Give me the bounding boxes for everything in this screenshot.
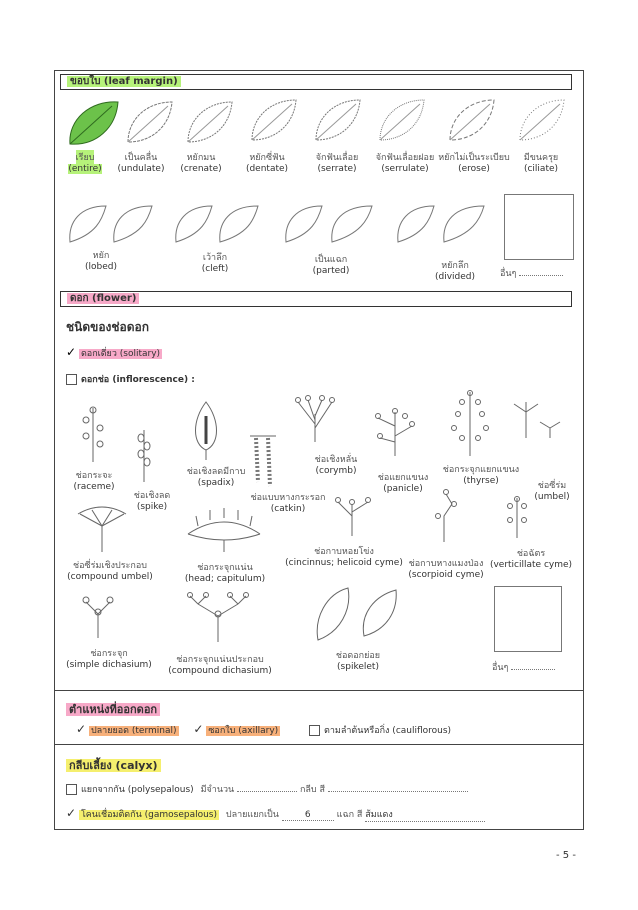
checkmark-icon: ✓ [66, 345, 77, 359]
checkmark-icon: ✓ [66, 806, 77, 820]
calyx-color-field[interactable]: ส้มแดง [365, 807, 485, 822]
compound-dichasium-label: ช่อกระจุกแน่นประกอบ (compound dichasium) [168, 655, 272, 676]
divider-line [54, 744, 584, 745]
dentate-leaf-icon [248, 96, 300, 144]
umbel-drawing [506, 398, 566, 440]
panicle-drawing [372, 406, 418, 458]
flower-other-sketch-box [494, 586, 562, 652]
crenate-label: หยักมน (crenate) [180, 153, 222, 174]
compound-dichasium-drawing [186, 590, 250, 644]
cincinnus-label: ช่อกาบหอยโข่ง (cincinnus; helicoid cyme) [285, 547, 403, 568]
erose-leaf-icon [446, 96, 498, 144]
polysepalous-checkbox[interactable] [66, 784, 77, 795]
cauliflorous-checkbox[interactable] [309, 725, 320, 736]
divider-line [54, 690, 584, 691]
corymb-label: ช่อเชิงหลั่น (corymb) [314, 455, 358, 476]
page-number: - 5 - [556, 850, 576, 861]
inflorescence-option[interactable]: ดอกช่อ (inflorescence) : [66, 372, 195, 386]
catkin-label: ช่อแบบหางกระรอก (catkin) [250, 493, 326, 514]
position-heading: ตำแหน่งที่ออกดอก [66, 700, 160, 718]
entire-label: เรียบ (entire) [60, 150, 110, 174]
checkmark-icon: ✓ [193, 722, 204, 736]
umbel-label: ช่อซี่ร่ม (umbel) [534, 481, 570, 502]
sepal-count-field[interactable] [237, 791, 297, 792]
scorpioid-label: ช่อกาบหางแมงป่อง (scorpioid cyme) [408, 559, 484, 580]
inflorescence-type-title: ชนิดของช่อดอก [66, 320, 150, 334]
ciliate-label: มีขนครุย (ciliate) [523, 153, 559, 174]
polysepalous-row: แยกจากกัน (polysepalous) มีจำนวน กลีบ สี [66, 782, 468, 796]
spikelet-drawing [310, 584, 402, 644]
ciliate-leaf-icon [516, 96, 568, 144]
position-options [76, 722, 451, 737]
cauliflorous-option[interactable]: ตามลำต้นหรือกิ่ง (cauliflorous) [309, 726, 451, 736]
thyrse-drawing [446, 388, 494, 458]
head-capitulum-label: ช่อกระจุกแน่น (head; capitulum) [184, 563, 266, 584]
divided-leaf-icon [394, 200, 490, 246]
scorpioid-cyme-drawing [430, 486, 460, 544]
cleft-leaf-icon [172, 200, 264, 246]
corymb-drawing [292, 394, 338, 444]
leaf-other-label: อื่นๆ [500, 266, 576, 280]
compound-umbel-drawing [74, 504, 130, 554]
spike-drawing [134, 428, 154, 484]
verticillate-label: ช่อฉัตร (verticillate cyme) [489, 549, 573, 570]
serrate-label: จักฟันเลื่อย (serrate) [315, 153, 359, 174]
crenate-leaf-icon [184, 98, 236, 146]
simple-dichasium-drawing [80, 594, 116, 640]
flower-other-label: อื่นๆ [492, 660, 572, 674]
panicle-label: ช่อแยกแขนง (panicle) [377, 473, 429, 494]
divided-label: หยักลึก (divided) [434, 261, 476, 282]
compound-umbel-label: ช่อซี่ร่มเชิงประกอบ (compound umbel) [67, 561, 153, 582]
leaf-margin-heading: ขอบใบ (leaf margin) [60, 74, 572, 90]
undulate-label: เป็นคลื่น (undulate) [117, 153, 165, 174]
inflorescence-checkbox[interactable] [66, 374, 77, 385]
sepal-color-field[interactable] [328, 791, 468, 792]
serrate-leaf-icon [312, 96, 364, 144]
gamosepalous-row: ✓ โคนเชื่อมติดกัน (gamosepalous) ปลายแยกเป็น 6 แฉก สี ส้มแดง [66, 806, 485, 822]
terminal-option[interactable]: ✓ ปลายยอด (terminal) [76, 722, 177, 736]
spadix-label: ช่อเชิงลดมีกาบ (spadix) [186, 467, 246, 488]
simple-dichasium-label: ช่อกระจุก (simple dichasium) [66, 649, 152, 670]
axillary-option[interactable]: ✓ ซอกใบ (axillary) [193, 722, 279, 736]
undulate-leaf-icon [124, 98, 176, 146]
calyx-heading: กลีบเลี้ยง (calyx) [66, 756, 161, 774]
dentate-label: หยักซี่ฟัน (dentate) [245, 153, 289, 174]
lobed-leaf-icon [66, 200, 158, 246]
checkmark-icon: ✓ [76, 722, 87, 736]
erose-label: หยักไม่เป็นระเบียบ (erose) [438, 153, 510, 174]
raceme-drawing [76, 404, 110, 464]
thyrse-label: ช่อกระจุกแยกแขนง (thyrse) [442, 465, 520, 486]
spadix-drawing [188, 400, 224, 462]
flower-heading: ดอก (flower) [60, 291, 572, 307]
catkin-branch-drawing [330, 494, 374, 538]
spike-label: ช่อเชิงลด (spike) [133, 491, 171, 512]
verticillate-cyme-drawing [504, 496, 530, 540]
cleft-label: เว้าลึก (cleft) [201, 253, 229, 274]
entire-leaf-icon [66, 98, 122, 148]
solitary-option[interactable]: ✓ ดอกเดี่ยว (solitary) [66, 345, 161, 359]
serrulate-leaf-icon [376, 96, 428, 144]
spikelet-label: ช่อดอกย่อย (spikelet) [335, 651, 381, 672]
raceme-label: ช่อกระจะ (raceme) [73, 471, 115, 492]
lobe-count-field[interactable]: 6 [282, 810, 334, 821]
parted-leaf-icon [282, 200, 378, 246]
leaf-other-sketch-box [504, 194, 574, 260]
lobed-label: หยัก (lobed) [85, 251, 117, 272]
serrulate-label: จักฟันเลื่อยฝอย (serrulate) [375, 153, 435, 174]
parted-label: เป็นแฉก (parted) [312, 255, 350, 276]
